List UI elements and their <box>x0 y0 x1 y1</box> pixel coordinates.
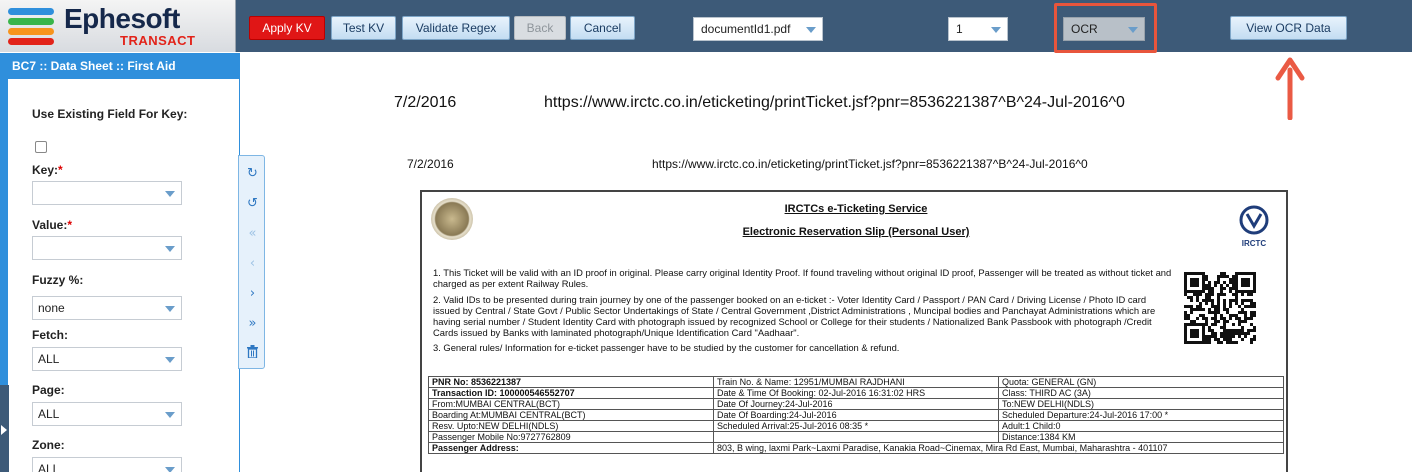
page-select-value: 1 <box>956 22 963 36</box>
table-row <box>429 443 1284 454</box>
chevron-down-icon <box>165 467 175 472</box>
table-cell: From:MUMBAI CENTRAL(BCT) <box>429 399 714 410</box>
zone-label: Zone: <box>32 438 65 452</box>
ticket-rule-1: 1. This Ticket will be valid with an ID proof in original. Please carry original Identity Proof. If found traveling without original ID proof, Passenger will be treated as without ticket and charged as per extent Railway Rules. <box>433 267 1172 289</box>
required-marker: * <box>67 218 73 232</box>
fuzzy-select-value: none <box>38 301 65 315</box>
next-page-icon[interactable]: › <box>249 286 256 301</box>
table-row <box>429 388 1284 399</box>
table-row <box>429 421 1284 432</box>
table-cell: To:NEW DELHI(NDLS) <box>999 399 1284 410</box>
key-select[interactable] <box>32 181 182 205</box>
chevron-right-icon <box>1 425 7 435</box>
zone-select-value: ALL <box>38 462 60 472</box>
key-label <box>32 163 63 177</box>
viewer-toolstrip <box>238 155 265 369</box>
validate-regex-button[interactable]: Validate Regex <box>402 16 510 40</box>
view-ocr-data-button[interactable]: View OCR Data <box>1230 16 1347 40</box>
apply-kv-button[interactable]: Apply KV <box>249 16 325 40</box>
table-row <box>429 377 1284 388</box>
test-kv-button[interactable]: Test KV <box>331 16 396 40</box>
table-cell: Adult:1 Child:0 <box>999 421 1284 432</box>
fetch-select[interactable] <box>32 347 182 371</box>
ephesoft-logo <box>0 0 236 52</box>
panel-breadcrumb: BC7 :: Data Sheet :: First Aid <box>0 53 240 79</box>
irctc-logo-text: IRCTC <box>1241 239 1267 248</box>
document-select[interactable] <box>693 17 823 41</box>
panel-collapse-toggle[interactable] <box>0 385 9 472</box>
table-cell: Distance:1384 KM <box>999 432 1284 443</box>
use-existing-field-label: Use Existing Field For Key: <box>32 107 188 121</box>
table-row <box>429 410 1284 421</box>
address-value: 803, B wing, laxmi Park~Laxmi Paradise, Kanakia Road~Cinemax, Mira Rd East, Mumbai, Maharashtra - 401107 <box>714 443 1284 454</box>
table-cell: Quota: GENERAL (GN) <box>999 377 1284 388</box>
ticket-title: IRCTCs e-Ticketing Service <box>784 203 928 215</box>
previous-page-icon[interactable]: ‹ <box>249 256 256 271</box>
first-page-icon[interactable]: « <box>248 226 257 241</box>
page-field-select-value: ALL <box>38 407 60 421</box>
chevron-down-icon <box>991 27 1001 33</box>
back-button[interactable]: Back <box>514 16 566 40</box>
chevron-down-icon <box>165 357 175 363</box>
table-cell: Scheduled Arrival:25-Jul-2016 08:35 * <box>714 421 999 432</box>
ticket-rule-3: 3. General rules/ Information for e-ticket passenger have to be studied by the customer for cancellation & refund. <box>433 342 900 353</box>
kv-config-panel <box>0 79 240 472</box>
table-cell: Date & Time Of Booking: 02-Jul-2016 16:31:02 HRS <box>714 388 999 399</box>
brand-name: Ephesoft <box>64 3 180 34</box>
table-cell: Boarding At:MUMBAI CENTRAL(BCT) <box>429 410 714 421</box>
passenger-details-table <box>428 376 1284 454</box>
cancel-button[interactable]: Cancel <box>570 16 635 40</box>
qr-code-icon <box>1184 272 1256 344</box>
table-cell: Date Of Boarding:24-Jul-2016 <box>714 410 999 421</box>
chevron-down-icon <box>165 246 175 252</box>
table-cell: Passenger Mobile No:9727762809 <box>429 432 714 443</box>
e-ticket-document <box>420 190 1288 472</box>
page-header-date: 7/2/2016 <box>394 94 457 111</box>
fuzzy-select[interactable] <box>32 296 182 320</box>
annotation-arrow-icon <box>1275 54 1305 120</box>
value-select[interactable] <box>32 236 182 260</box>
page-select[interactable] <box>948 17 1008 41</box>
ticket-subtitle: Electronic Reservation Slip (Personal User) <box>742 226 970 238</box>
key-label-text: Key: <box>32 163 59 177</box>
required-marker: * <box>58 163 63 177</box>
chevron-down-icon <box>165 412 175 418</box>
table-cell: Scheduled Departure:24-Jul-2016 17:00 * <box>999 410 1284 421</box>
top-toolbar <box>0 0 1412 52</box>
address-label: Passenger Address: <box>429 443 714 454</box>
trash-icon <box>247 345 258 358</box>
zone-select[interactable] <box>32 457 182 472</box>
value-label-text: Value: <box>32 218 68 232</box>
delete-icon[interactable] <box>244 345 261 363</box>
inner-page-header-date: 7/2/2016 <box>407 157 454 171</box>
table-row <box>429 399 1284 410</box>
ocr-highlight-box <box>1054 3 1157 53</box>
table-cell: Train No. & Name: 12951/MUMBAI RAJDHANI <box>714 377 999 388</box>
rotate-clockwise-icon[interactable]: ↻ <box>247 166 258 181</box>
chevron-down-icon <box>806 27 816 33</box>
table-cell: PNR No: 8536221387 <box>429 377 714 388</box>
fetch-select-value: ALL <box>38 352 60 366</box>
table-cell <box>714 432 999 443</box>
page-field-select[interactable] <box>32 402 182 426</box>
table-cell: Class: THIRD AC (3A) <box>999 388 1284 399</box>
document-select-value: documentId1.pdf <box>701 22 791 36</box>
fetch-label: Fetch: <box>32 328 68 342</box>
table-row <box>429 432 1284 443</box>
inner-page-header-url: https://www.irctc.co.in/eticketing/printTicket.jsf?pnr=8536221387^B^24-Jul-2016^0 <box>652 157 1088 171</box>
brand-subtitle: TRANSACT <box>120 33 196 48</box>
ocr-select-value: OCR <box>1071 22 1098 36</box>
table-cell: Transaction ID: 100000546552707 <box>429 388 714 399</box>
last-page-icon[interactable]: » <box>248 316 257 331</box>
table-cell: Resv. Upto:NEW DELHI(NDLS) <box>429 421 714 432</box>
fuzzy-label: Fuzzy %: <box>32 273 84 287</box>
table-cell: Date Of Journey:24-Jul-2016 <box>714 399 999 410</box>
rotate-counterclockwise-icon[interactable]: ↺ <box>247 196 258 211</box>
page-header-url: https://www.irctc.co.in/eticketing/printTicket.jsf?pnr=8536221387^B^24-Jul-2016^0 <box>544 94 1125 111</box>
chevron-down-icon <box>165 191 175 197</box>
chevron-down-icon <box>165 306 175 312</box>
use-existing-field-checkbox[interactable] <box>35 141 47 153</box>
ephesoft-logo-mark-icon <box>6 6 60 46</box>
value-label <box>32 218 72 232</box>
page-label: Page: <box>32 383 65 397</box>
ticket-rule-2: 2. Valid IDs to be presented during train journey by one of the passenger booked on an e-ticket :- Voter Identity Card / Passport / PAN Card / Driving License / Photo ID card issued by Central / State Govt / Public Sector Undertakings of State / Central Government ,District Administrations , Muncipal bodies and Panchayat Administrations which are having serial number / Student Identity Card with photograph issued by recognized School or College for their students / Nationalized Bank Passbook with photograph /Credit Cards issued by Banks with laminated photograph/Unique Identification Card "Aadhaar". <box>433 294 1156 338</box>
